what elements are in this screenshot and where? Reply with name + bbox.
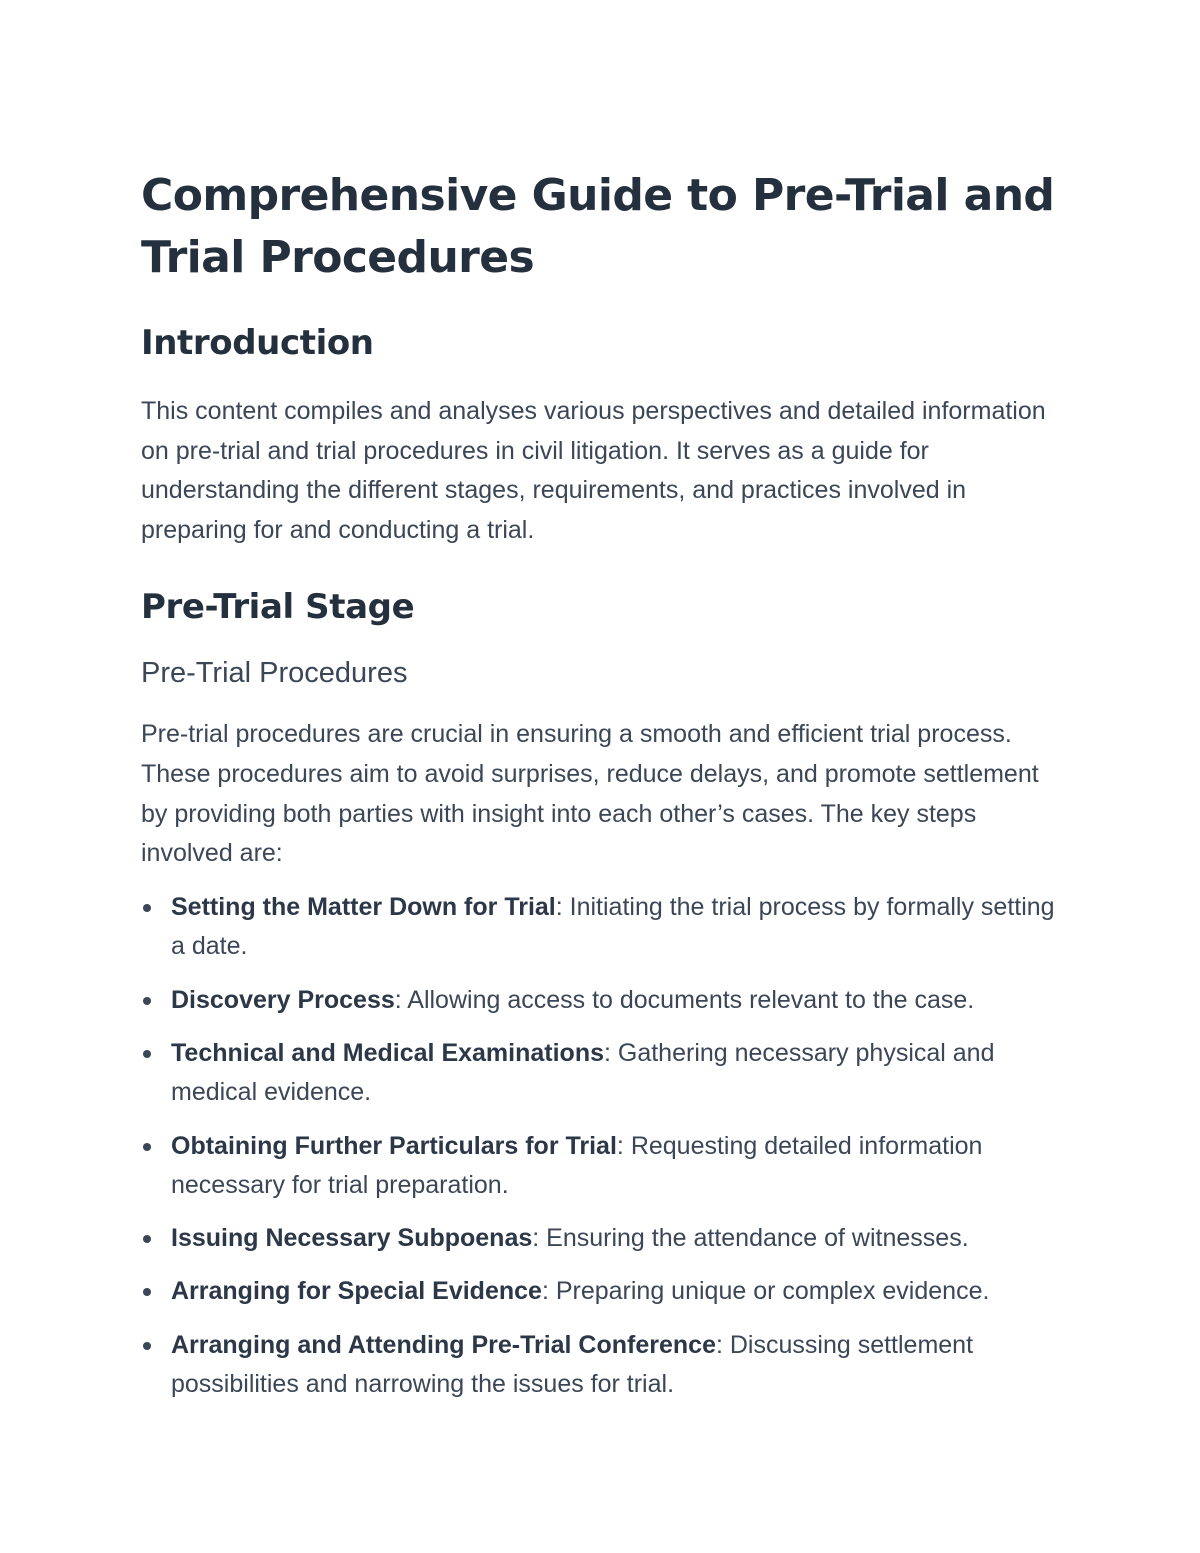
introduction-paragraph: This content compiles and analyses various perspectives and detailed information on pre-trial and trial procedures in civil litigation. It serves as a guide for understanding the different stages, requirements, and practices involved in preparing for and conducting a trial. xyxy=(141,397,1046,544)
step-description: : Discussing settlement possibilities and narrowing the issues for trial. xyxy=(171,1330,974,1399)
list-item xyxy=(141,1219,1071,1259)
bullet-icon xyxy=(143,1342,151,1350)
bullet-icon xyxy=(143,904,151,912)
list-item xyxy=(141,1127,1071,1206)
list-item xyxy=(141,1034,1071,1113)
pre-trial-stage-heading: Pre-Trial Stage xyxy=(141,587,415,628)
bullet-icon xyxy=(143,1235,151,1243)
bullet-icon xyxy=(143,997,151,1005)
step-description: : Allowing access to documents relevant to the case. xyxy=(394,985,975,1014)
list-item xyxy=(141,981,1071,1021)
step-term: Arranging for Special Evidence xyxy=(171,1277,542,1306)
list-item xyxy=(141,1326,1071,1405)
list-item xyxy=(141,888,1071,967)
pre-trial-procedures-paragraph: Pre-trial procedures are crucial in ensuring a smooth and efficient trial process. These procedures aim to avoid surprises, reduce delays, and promote settlement by providing both parties with insight into each other’s cases. The key steps involved are: xyxy=(141,720,1039,868)
bullet-icon xyxy=(143,1288,151,1296)
document-page xyxy=(141,165,1071,1418)
step-term: Technical and Medical Examinations xyxy=(171,1038,604,1067)
step-description: : Ensuring the attendance of witnesses. xyxy=(532,1224,969,1253)
pre-trial-steps-list xyxy=(141,888,1071,1405)
step-description: : Preparing unique or complex evidence. xyxy=(541,1277,990,1306)
step-term: Setting the Matter Down for Trial xyxy=(171,892,556,921)
step-description: : Requesting detailed information necessary for trial preparation. xyxy=(171,1131,983,1200)
step-description: : Initiating the trial process by formally setting a date. xyxy=(171,892,1055,961)
step-term: Issuing Necessary Subpoenas xyxy=(171,1224,533,1253)
bullet-icon xyxy=(143,1143,151,1151)
step-term: Arranging and Attending Pre-Trial Conference xyxy=(171,1330,716,1359)
bullet-icon xyxy=(143,1050,151,1058)
step-term: Discovery Process xyxy=(171,985,395,1014)
step-term: Obtaining Further Particulars for Trial xyxy=(171,1131,617,1160)
introduction-heading: Introduction xyxy=(141,323,374,363)
page-title: Comprehensive Guide to Pre-Trial and Trial Procedures xyxy=(141,170,1055,283)
step-description: : Gathering necessary physical and medical evidence. xyxy=(171,1038,995,1107)
pre-trial-procedures-subheading: Pre-Trial Procedures xyxy=(141,657,408,690)
list-item xyxy=(141,1272,1071,1312)
